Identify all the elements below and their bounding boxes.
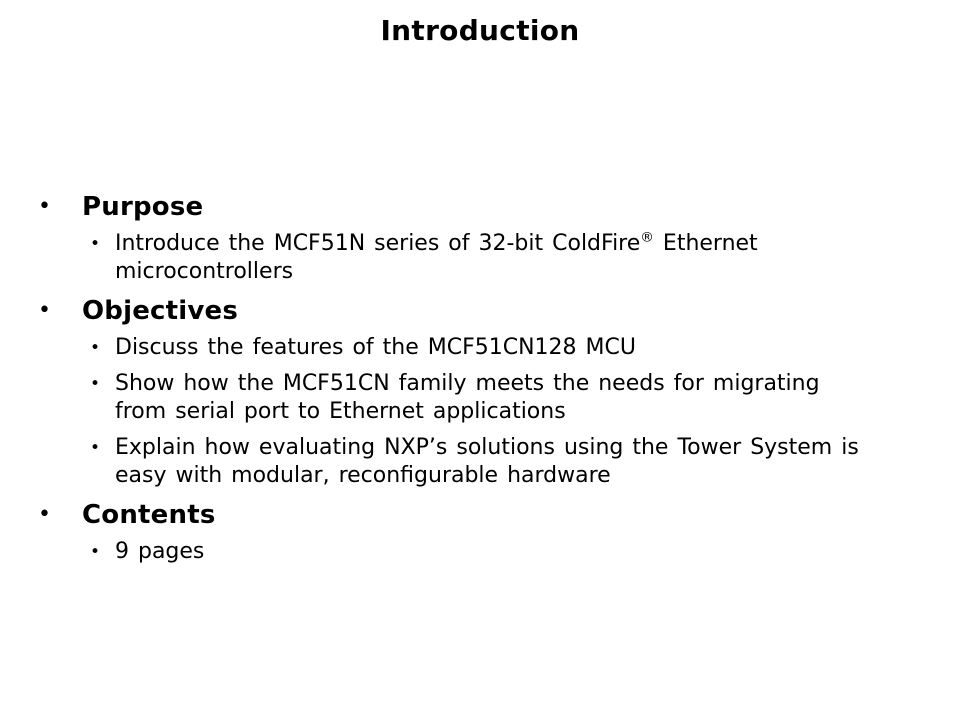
sub-bullet-icon: •: [90, 542, 101, 562]
registered-trademark-sup: ®: [640, 229, 654, 246]
bullet-item: [0, 370, 960, 426]
section-objectives-heading-row: [0, 294, 960, 328]
sub-bullet-icon: •: [90, 234, 101, 254]
bullet-item-text: [115, 230, 758, 286]
bullet-item: [0, 434, 960, 490]
bullet-item: [0, 538, 960, 566]
sub-bullet-icon: •: [90, 438, 101, 458]
slide-title: Introduction: [380, 14, 580, 47]
bullet-icon: •: [38, 194, 51, 219]
bullet-icon: •: [38, 502, 51, 527]
section-heading-contents: Contents: [82, 500, 216, 530]
bullet-item-text: [115, 370, 820, 426]
bullet-item: [0, 334, 960, 362]
bullet-icon: •: [38, 298, 51, 323]
slide-body: [0, 190, 960, 574]
text-run: Introduce the MCF51N series of 32-bit ColdFire: [115, 231, 641, 256]
section-contents-heading-row: [0, 498, 960, 532]
text-line: Show how the MCF51CN family meets the needs for migrating: [115, 371, 820, 396]
text-run: Ethernet: [653, 231, 758, 256]
sub-bullet-icon: •: [90, 374, 101, 394]
text-line: Discuss the features of the MCF51CN128 MCU: [115, 335, 636, 360]
sub-bullet-icon: •: [90, 338, 101, 358]
text-line: Explain how evaluating NXP’s solutions using the Tower System is: [115, 435, 859, 460]
bullet-item-text: [115, 334, 636, 362]
bullet-item-text: [115, 434, 859, 490]
bullet-item: [0, 230, 960, 286]
text-line: easy with modular, reconfigurable hardware: [115, 463, 611, 488]
bullet-item-text: [115, 538, 204, 566]
text-line: 9 pages: [115, 539, 205, 564]
section-heading-objectives: Objectives: [82, 296, 239, 326]
text-line: [115, 230, 758, 258]
section-purpose-heading-row: [0, 190, 960, 224]
section-heading-purpose: Purpose: [82, 192, 204, 222]
text-line: from serial port to Ethernet applications: [115, 399, 566, 424]
text-line: microcontrollers: [115, 259, 294, 284]
